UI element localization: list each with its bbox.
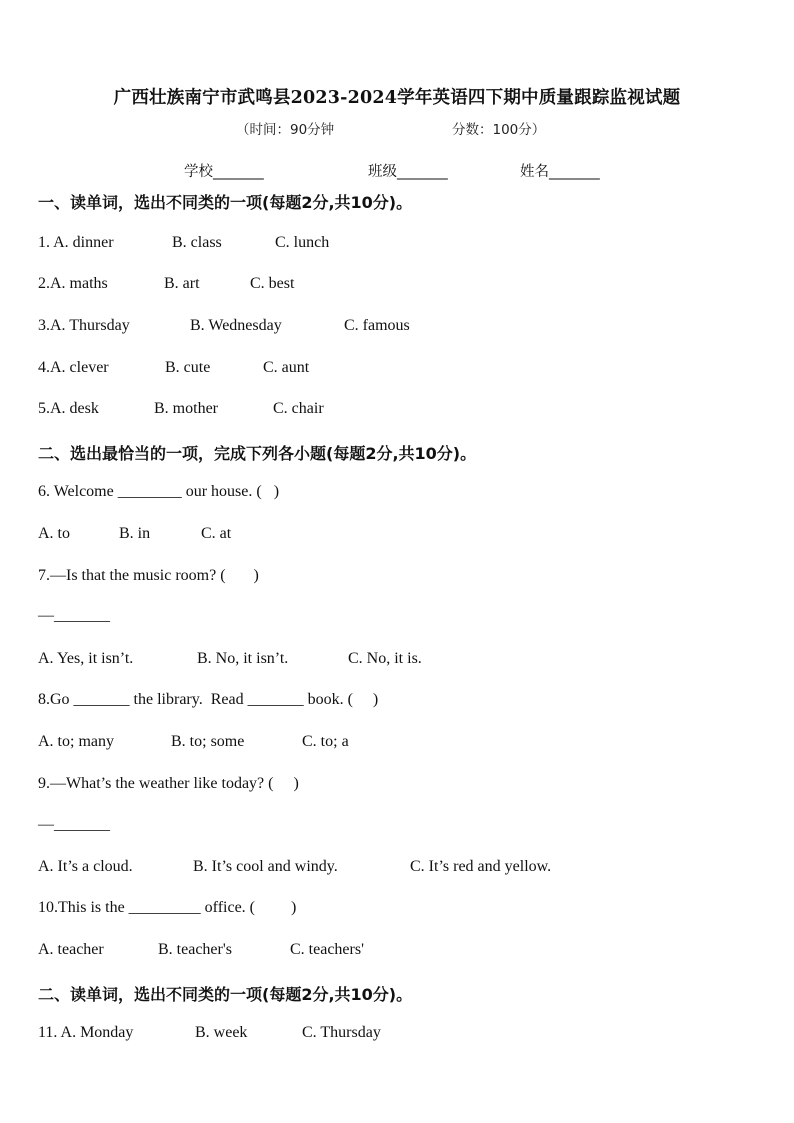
section-heading-1: 一、读单词，选出不同类的一项(每题2分,共10分)。 xyxy=(38,193,413,212)
option-b[interactable]: B. art xyxy=(164,275,200,292)
option-a[interactable]: 11. A. Monday xyxy=(38,1024,134,1041)
option-a[interactable]: 4.A. clever xyxy=(38,359,109,376)
option-b[interactable]: B. teacher's xyxy=(158,941,232,958)
option-b[interactable]: B. class xyxy=(172,234,222,251)
name-field[interactable]: 姓名_______ xyxy=(520,164,600,180)
option-c[interactable]: C. Thursday xyxy=(302,1024,381,1041)
option-c[interactable]: C. at xyxy=(201,525,232,542)
option-c[interactable]: C. It’s red and yellow. xyxy=(410,858,552,875)
option-c[interactable]: C. aunt xyxy=(263,359,310,376)
option-a[interactable]: A. It’s a cloud. xyxy=(38,858,133,875)
option-b[interactable]: B. mother xyxy=(154,400,218,417)
option-c[interactable]: C. No, it is. xyxy=(348,650,422,667)
option-c[interactable]: C. teachers' xyxy=(290,941,364,958)
option-c[interactable]: C. to; a xyxy=(302,733,349,750)
option-a[interactable]: A. to; many xyxy=(38,733,114,750)
option-a[interactable]: 1. A. dinner xyxy=(38,234,114,251)
question-stem: 9.—What’s the weather like today? ( ) xyxy=(38,775,299,792)
option-c[interactable]: C. chair xyxy=(273,400,324,417)
school-field[interactable]: 学校_______ xyxy=(184,164,264,180)
option-a[interactable]: 2.A. maths xyxy=(38,275,108,292)
exam-score: 分数：100分） xyxy=(452,122,546,138)
option-a[interactable]: 3.A. Thursday xyxy=(38,317,130,334)
option-a[interactable]: 5.A. desk xyxy=(38,400,99,417)
section-heading-3: 二、读单词，选出不同类的一项(每题2分,共10分)。 xyxy=(38,985,413,1004)
exam-time: （时间：90分钟 xyxy=(236,122,335,138)
question-stem: 6. Welcome ________ our house. ( ) xyxy=(38,483,280,500)
option-b[interactable]: B. to; some xyxy=(171,733,245,750)
question-stem: 7.—Is that the music room? ( ) xyxy=(38,567,259,584)
option-b[interactable]: B. No, it isn’t. xyxy=(197,650,289,667)
option-b[interactable]: B. cute xyxy=(165,359,211,376)
option-c[interactable]: C. lunch xyxy=(275,234,330,251)
answer-blank[interactable]: —_______ xyxy=(38,816,110,833)
option-b[interactable]: B. week xyxy=(195,1024,248,1041)
option-b[interactable]: B. in xyxy=(119,525,151,542)
option-b[interactable]: B. Wednesday xyxy=(190,317,282,334)
answer-blank[interactable]: —_______ xyxy=(38,607,110,624)
option-a[interactable]: A. teacher xyxy=(38,941,104,958)
option-c[interactable]: C. famous xyxy=(344,317,410,334)
question-stem: 8.Go _______ the library. Read _______ book. ( ) xyxy=(38,691,379,708)
page-title: 广西壮族南宁市武鸣县2023-2024学年英语四下期中质量跟踪监视试题 xyxy=(113,88,681,108)
option-a[interactable]: A. to xyxy=(38,525,70,542)
question-stem: 10.This is the _________ office. ( ) xyxy=(38,899,297,916)
class-field[interactable]: 班级_______ xyxy=(368,164,448,180)
section-heading-2: 二、选出最恰当的一项，完成下列各小题(每题2分,共10分)。 xyxy=(38,444,477,463)
option-b[interactable]: B. It’s cool and windy. xyxy=(193,858,338,875)
option-c[interactable]: C. best xyxy=(250,275,295,292)
option-a[interactable]: A. Yes, it isn’t. xyxy=(38,650,134,667)
